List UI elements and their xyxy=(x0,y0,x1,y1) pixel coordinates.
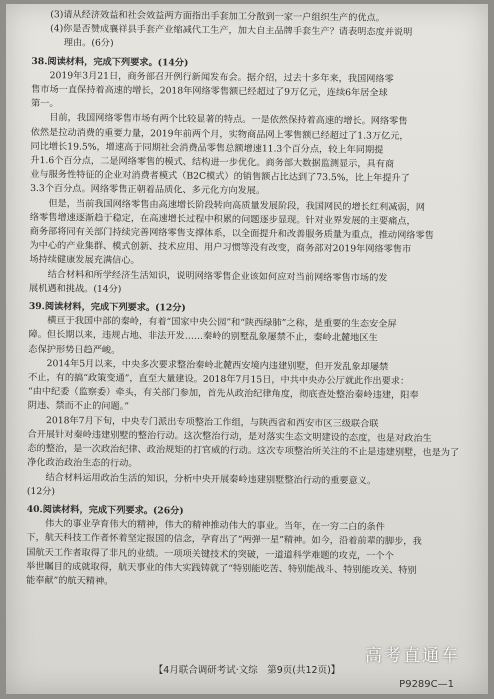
text-line: 3.3个百分点。网络零售正朝着品质化、多元化方向发展。 xyxy=(30,183,266,197)
text-line: 横亘于我国中部的秦岭，有着“国家中央公园”和“陕西绿肺”之称，是重要的生态安全屏 xyxy=(47,315,397,331)
text-line: 升1.6个百分点，二是网络零售的模式、结构进一步优化。商务部大数据监测显示，具有商 xyxy=(30,155,395,170)
text-line: 业与服务性特征的企业对消费者模式（B2C模式）的销售额占比达到了73.5%，比上年提升了 xyxy=(30,169,410,185)
text-line: 国航天工作者取得了非凡的业绩。一项项关键技术的突破，一道道科学难题的攻克，一个个 xyxy=(26,546,394,562)
text-line: 第一。 xyxy=(30,98,59,110)
text-line: 依然是拉动消费的重要力量，2019年前两个月，实物商品网上零售额已经超过了1.3万亿元， xyxy=(30,126,409,142)
paper-code: P9289C—1 xyxy=(399,679,454,690)
text-line: 举世瞩目的成就取得，航天事业的伟大实践铸就了“特别能吃苦、特别能战斗、特别能攻关、特别 xyxy=(26,560,417,576)
text-line: 态保护形势日趋严峻。 xyxy=(28,343,121,356)
question-37-part-4: (4)你是否赞成襄祥县手套产业缩减代工生产，加大自主品牌手套生产？请表明态度并说明 xyxy=(50,23,413,39)
text-line: 态的整治，是一次政治纪律、政治规矩的打官威的行动。这次专项整治所关注的不止是违建别墅，也是为了 xyxy=(27,443,460,459)
text-line: 合开展针对秦岭违建别墅的整治行动。这次整治行动，是对落实生态文明建设的态度，也是对政治生 xyxy=(27,428,432,445)
text-line: 络零售增速逐渐趋于稳定，在高速增长过程中积累的问题逐步显现。针对业界发展的主要痛点， xyxy=(29,211,416,227)
question-38-heading: 38.阅读材料，完成下列要求。(14分) xyxy=(31,55,189,69)
text-line: 售市场一直保持着高速的增长，2018年网络零售额已经超过了9万亿元，连续6年居全球 xyxy=(31,84,388,99)
watermark-logo: 高考直通车 xyxy=(365,646,460,666)
question-39-prompt-cont: (12分) xyxy=(26,485,56,497)
text-line: “由中纪委（监察委）牵头，有关部门参加，首先从政治纪律角度，彻底查处整治秦岭违建，阳奉 xyxy=(27,386,419,402)
question-38-prompt-cont: 展机遇和挑战。(14分) xyxy=(29,282,122,295)
text-line: 2019年3月21日，商务部召开例行新闻发布会。据介绍，过去十多年来，我国网络零 xyxy=(49,70,394,85)
text-line: 伟大的事业孕育伟大的精神，伟大的精神推动伟大的事业。当年，在一穷二白的条件 xyxy=(44,518,385,533)
text-line: 目前，我国网络零售市场有两个比较显著的特点。一是依然保持着高速的增长。网络零售 xyxy=(49,112,408,128)
question-38-prompt: 结合材料和所学经济生活知识，说明网络零售企业该如何应对当前网络零售市场的发 xyxy=(47,268,388,284)
exam-page xyxy=(6,4,488,694)
text-line: 净化政治政治生态的行动。 xyxy=(27,457,138,470)
question-37-part-3: (3)请从经济效益和社会效益两方面指出手套加工分散到一家一户组织生产的优点。 xyxy=(50,9,385,24)
question-37-part-4-cont: 理由。(6分) xyxy=(63,37,114,50)
text-line: 同比增长19.5%，增速高于同期社会消费品零售总额增速11.3个百分点，较上年同期提 xyxy=(30,140,384,156)
text-line: 2014年5月以来，中央多次要求整治秦岭北麓西安境内违建别墅，但开发乱象却屡禁 xyxy=(46,358,389,373)
question-39-prompt: 结合材料运用政治生活的知识，分析中央开展秦岭违建别墅整治行动的重要意义。 xyxy=(45,471,377,487)
question-40-heading: 40.阅读材料，完成下列要求。(26分) xyxy=(26,503,184,517)
text-line: 但是，当前我国网络零售由高速增长阶段转向高质量发展阶段，我国网民的增长红利减弱，网 xyxy=(48,197,426,213)
text-line: 不止，有的搞“政策变通”，直至大量建设。2018年7月15日，中共中央办公厅就此作出要求： xyxy=(28,372,410,388)
page-footer: 【4月联合调研考试·文综 第9页(共12页)】 xyxy=(153,665,341,676)
text-line: 商务部将同有关部门持续完善网络零售支撑体系，以全面提升和改善服务质量为重点，推动网络零售 xyxy=(29,226,434,242)
text-line: 能奉献”的航天精神。 xyxy=(25,574,114,587)
text-line: 阴违、禁而不止的问题。” xyxy=(27,400,130,413)
text-line: 2018年7月下旬，中央专门派出专项整治工作组，与陕西省和西安市区三级联合联 xyxy=(46,414,379,430)
exam-text-body xyxy=(26,8,472,593)
text-line: 场持续健康发展充满信心。 xyxy=(29,254,140,267)
text-line: 障。但长期以来，违规占地、非法开发……秦岭的别墅乱象屡禁不止，秦岭北麓地区生 xyxy=(28,329,378,345)
text-line: 下，航天科技工作者怀着坚定报国的信念，孕育出了“两弹一星”精神。如今，沿着前辈的脚步，我 xyxy=(26,532,422,548)
text-line: 为中心的产业集群、模式创新、技术应用、用户习惯等没有改变，商务部对2019年网络零售市 xyxy=(29,240,412,256)
question-39-heading: 39.阅读材料，完成下列要求。(12分) xyxy=(28,301,186,314)
